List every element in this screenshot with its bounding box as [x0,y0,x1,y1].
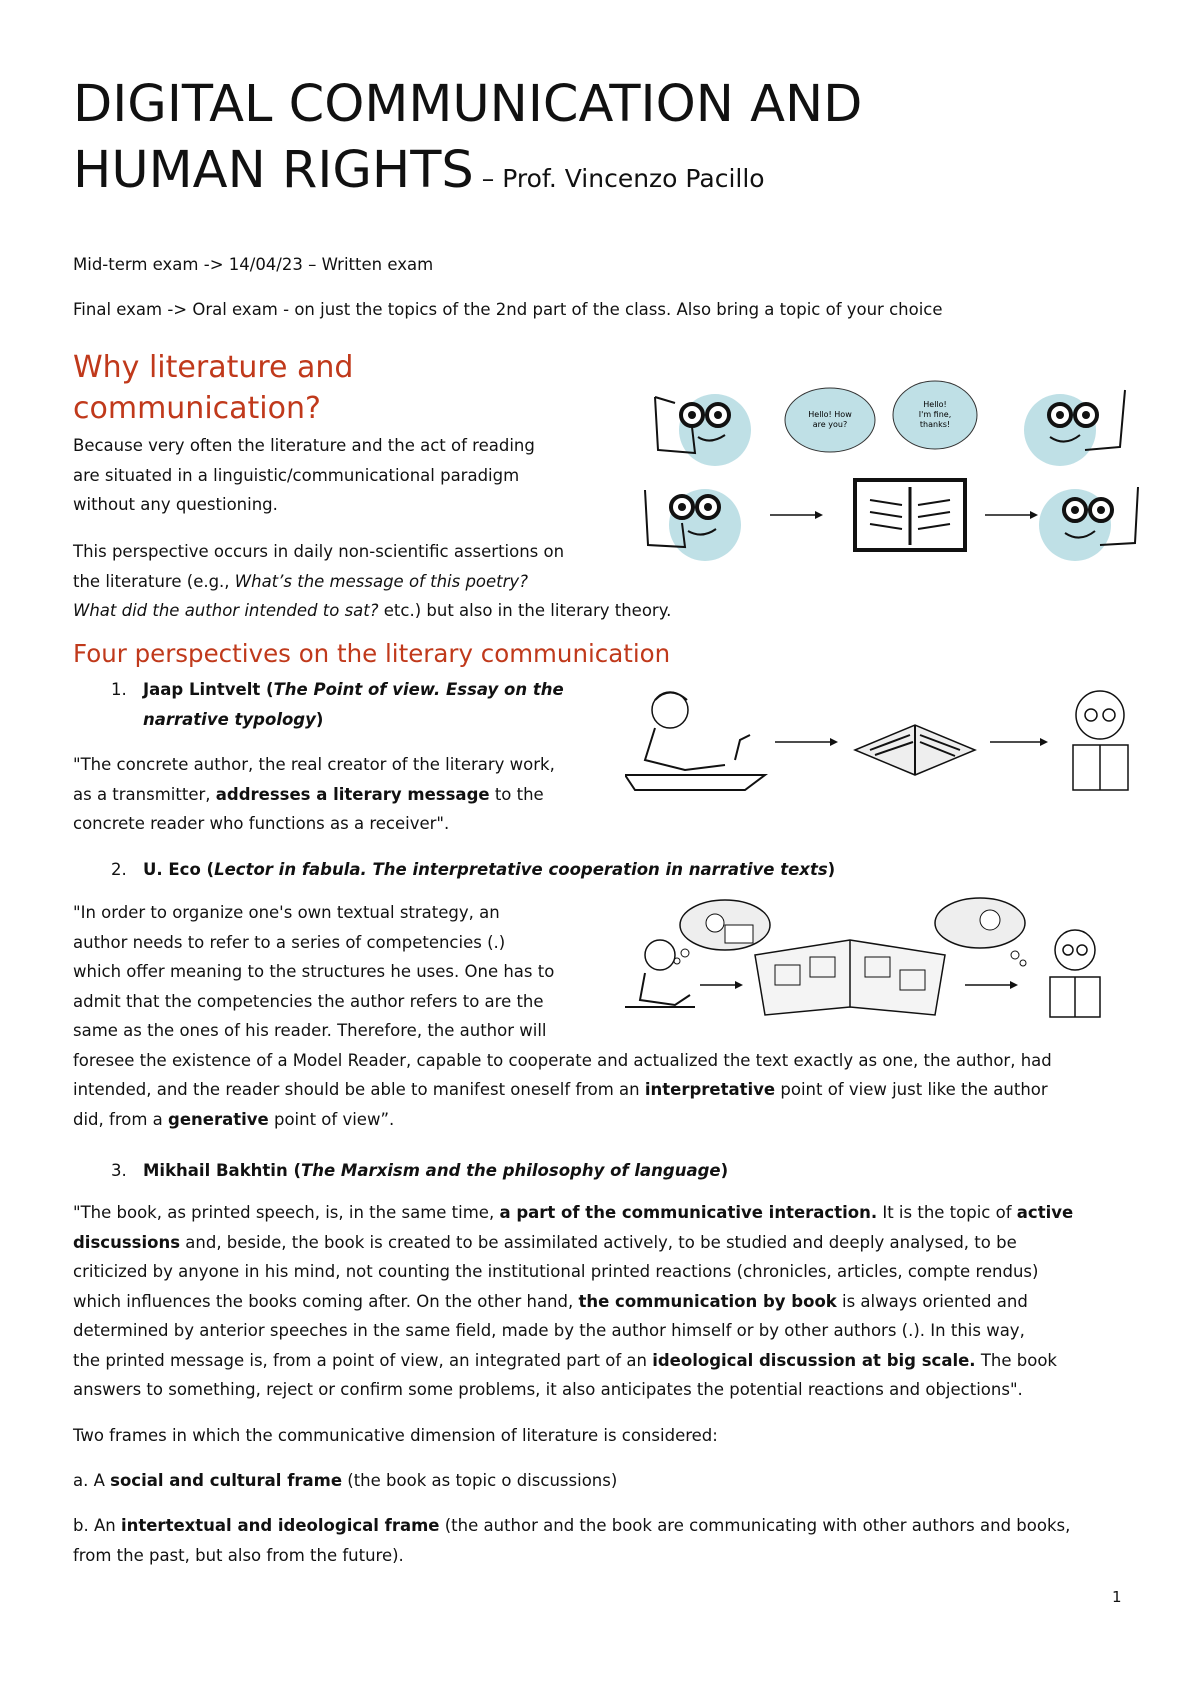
eco-quote: "In order to organize one's own textual strategy, an author needs to refer to a series of competencies (.) which offer meaning to the structures he uses. One has to admit that the competencies the author refers to are the same as the ones of his reader. Therefore, the author will foresee the existence of a Model Reader, capable to cooperate and actualized the text exactly as one, the author, had intended, and the reader should be able to manifest oneself from an interpretative point of view just like the author did, from a generative point of view”. [73,903,1052,1129]
title-line-2: HUMAN RIGHTS [73,141,474,200]
bakhtin-quote: "The book, as printed speech, is, in the same time, a part of the communicative interaction. It is the topic of active discussions and, beside, the book is created to be assimilated actively, to be studied and deeply analysed, to be criticized by anyone in his mind, not counting the institutional printed reactions (chronicles, articles, compte rendus) which influences the books coming after. On the other hand, the communication by book is always oriented and determined by anterior speeches in the same field, made by the author himself or by other authors (.). In this way, the printed message is, from a point of view, an integrated part of an ideological discussion at big scale. The book answers to something, reject or confirm some problems, it also anticipates the potential reactions and objections". [73,1203,1074,1399]
author-book-reader-figure [625,680,1165,800]
frame-a: a. A social and cultural frame (the book as topic o discussions) [73,1471,618,1490]
book-icon [855,480,965,550]
communication-figure [630,375,1150,570]
writer-icon [625,692,765,790]
svg-text:are you?: are you? [812,420,848,429]
model-reader-figure [625,895,1155,1030]
face-icon [655,394,751,466]
section1-paragraph2: This perspective occurs in daily non-scientific assertions on the literature (e.g., What’s the message of this poetry? What did the author intended to sat? etc.) but also in the literary theory. [73,542,672,620]
section1-paragraph1: Because very often the literature and the act of reading are situated in a linguistic/communicational paradigm without any questioning. [73,436,535,514]
svg-text:Hello!: Hello! [923,400,947,409]
section-heading-four-perspectives: Four perspectives on the literary communication [73,639,671,668]
author-subtitle: – Prof. Vincenzo Pacillo [473,164,765,193]
face-icon [1024,390,1125,466]
svg-text:thanks!: thanks! [919,420,951,429]
midterm-info: Mid-term exam -> 14/04/23 – Written exam [73,255,434,274]
reader-icon [1073,691,1128,790]
speech-bubble-left [785,388,875,452]
speech-bubble-right [893,381,977,449]
page-title: DIGITAL COMMUNICATION AND HUMAN RIGHTS – Prof. Vincenzo Pacillo [73,75,863,200]
svg-text:I'm fine,: I'm fine, [918,410,952,419]
thought-cloud-icon [935,898,1026,966]
list-item-eco: 2. U. Eco (Lector in fabula. The interpretative cooperation in narrative texts) [111,860,836,879]
list-item-bakhtin: 3. Mikhail Bakhtin (The Marxism and the philosophy of language) [111,1161,729,1180]
face-icon [645,489,741,561]
section-heading-why: Why literature and communication? [73,350,354,426]
svg-text:Hello! How: Hello! How [808,410,852,419]
lintvelt-quote: "The concrete author, the real creator of the literary work, as a transmitter, addresses a literary message to the concrete reader who functions as a receiver". [73,755,555,833]
final-exam-info: Final exam -> Oral exam - on just the topics of the 2nd part of the class. Also bring a topic of your choice [73,300,943,319]
face-icon [1039,487,1138,561]
frame-b: b. An intertextual and ideological frame (the author and the book are communicating with other authors and books, from the past, but also from the future). [73,1516,1071,1565]
list-item-lintvelt: 1. Jaap Lintvelt (The Point of view. Essay on the narrative typology) [111,680,564,729]
open-book-icon [855,725,975,775]
reader-icon [1050,930,1100,1017]
page-number: 1 [1112,1588,1122,1606]
writer-icon [625,940,695,1007]
frames-intro: Two frames in which the communicative dimension of literature is considered: [73,1426,718,1445]
open-book-icon [755,940,945,1015]
